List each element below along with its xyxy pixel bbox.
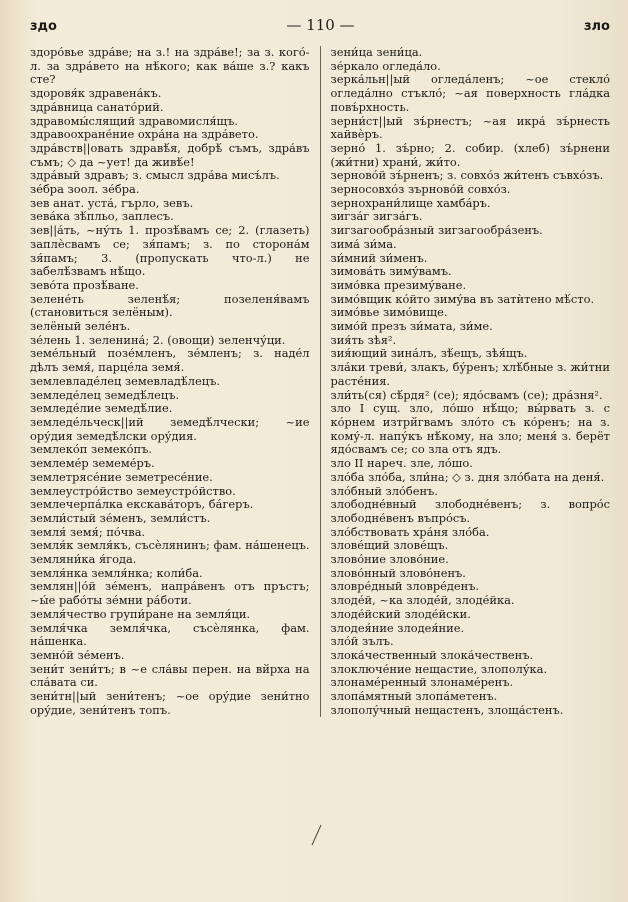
dictionary-entry: здоро́вье здра́ве; на з.! на здра́ве!; за з. кого́-л. за здра́вето на нѣ́кого; как ва́ше з.? какъ сте? [30, 45, 310, 87]
dictionary-entry: зли́ть(ся) сѣ́рдя² (се); ядо́свамъ (се); дра́зня². [330, 387, 603, 402]
dictionary-entry: зло́й зълъ. [330, 634, 394, 649]
dictionary-entry: зев анат. уста́, гърло, зевъ. [30, 195, 194, 210]
dictionary-entry: зло II нареч. зле, ло́шо. [330, 456, 473, 471]
dictionary-entry: зия́ющий зина́лъ, зѣ́ещъ, зѣя́щъ. [330, 346, 528, 361]
dictionary-entry: зия́ть зѣя². [330, 332, 397, 347]
dictionary-entry: здоровя́к здравена́къ. [30, 86, 162, 101]
dictionary-entry: зимова́ть зиму́вамъ. [330, 264, 452, 279]
dictionary-entry: зерно́ 1. зъ́рно; 2. собир. (хлеб) зъ́рнени (жи́тни) храни́, жи́то. [330, 140, 610, 169]
dictionary-entry: земно́й зе́менъ. [30, 647, 125, 662]
dictionary-entry: землевладе́лец земевладѣ́лецъ. [30, 373, 220, 388]
dictionary-entry: землечерпа́лка екскава́торъ, ба́геръ. [30, 497, 254, 512]
dictionary-entry: зелёный зеле́нъ. [30, 319, 131, 334]
dictionary-entry: зерни́ст||ый зъ́рнестъ; ~ая икра́ зъ́рнесть хайвѐръ. [330, 113, 610, 142]
dictionary-entry: зе́бра зоол. зе́бра. [30, 182, 140, 197]
dictionary-entry: зерносовхо́з зърново́й совхо́з. [330, 182, 511, 197]
dictionary-entry: зима́ зи́ма. [330, 236, 397, 251]
page-number: — 110 — [286, 16, 355, 34]
dictionary-entry: зловре́дный зловре́денъ. [330, 579, 480, 594]
dictionary-entry: зигзагообра́зный зигзагообра́зенъ. [330, 223, 543, 238]
dictionary-entry: зево́та прозѣ́ване. [30, 277, 139, 292]
dictionary-entry: землеустро́йство земеустро́йство. [30, 483, 236, 498]
dictionary-entry: зе́лень 1. зеленина́; 2. (овощи) зеленчу́ци. [30, 332, 286, 347]
dictionary-entry: зени́ца зени́ца. [330, 45, 423, 59]
dictionary-entry: землеме́р земеме́ръ. [30, 456, 155, 471]
columns [30, 46, 610, 717]
dictionary-entry: земледе́лец земедѣ́лецъ. [30, 387, 180, 402]
pencil-mark [310, 824, 322, 846]
dictionary-entry: злоде́йский злоде́йски. [330, 606, 471, 621]
dictionary-entry: злополу́чный нещастенъ, злоща́стенъ. [330, 702, 564, 717]
dictionary-entry: злока́чественный злока́чественъ. [330, 647, 534, 662]
dictionary-entry: здравомы́слящий здравомисля́щъ. [30, 113, 238, 128]
dictionary-entry: земе́льный позе́мленъ, зе́мленъ; з. наде́л дѣлъ земя́, парце́ла земя́. [30, 346, 310, 375]
dictionary-entry: зимо́вщик ко́йто зиму́ва въ затѝтено мѣ́сто. [330, 291, 595, 306]
dictionary-entry: зимо́вка презиму́ване. [330, 277, 467, 292]
dictionary-entry: землетрясе́ние земетресе́ние. [30, 469, 213, 484]
header-right-word: зло [583, 19, 610, 34]
dictionary-entry: зло́бный зло́бенъ. [330, 483, 438, 498]
dictionary-entry: земледе́лие земедѣ́лие. [30, 401, 173, 416]
dictionary-entry: земля́нка земля́нка; коли́ба. [30, 565, 203, 580]
dictionary-entry: зло I сущ. зло, ло́шо нѣ́що; вы́рвать з. с ко́рнем изтрѝ́гвамъ зло́то съ ко́ренъ; на з. кому́-л. напу́къ нѣ́кому, на зло; меня́ з. берёт ядо́свамъ се; со зла отъ ядъ. [330, 401, 610, 457]
dictionary-entry: злопа́мятный злопа́метенъ. [330, 689, 498, 704]
dictionary-entry: зе́ркало огледа́ло. [330, 58, 441, 73]
dictionary-entry: злонаме́ренный злонаме́ренъ. [330, 675, 514, 690]
dictionary-entry: земля́ земя́; по́чва. [30, 524, 146, 539]
dictionary-entry: здра́вств||овать здравѣ́я, добрѣ́ съмъ, здра́въ съмъ; ◇ да ~ует! да живѣ́е! [30, 140, 310, 169]
dictionary-entry: зерка́льн||ый огледа́ленъ; ~ое стекло́ огледа́лно стъкло́; ~ая поверхность гла́дка повъ́рхность. [330, 72, 610, 114]
dictionary-entry: злодея́ние злодея́ние. [330, 620, 465, 635]
dictionary-entry: злове́щий злове́щъ. [330, 538, 449, 553]
dictionary-entry: зернохрани́лище хамба́ръ. [330, 195, 491, 210]
dictionary-entry: зло́ба зло́ба, зли́на; ◇ з. дня зло́бата на деня́. [330, 469, 605, 484]
dictionary-entry: злоде́й, ~ка злоде́й, злоде́йка. [330, 593, 515, 608]
dictionary-entry: зев||а́ть, ~ну́ть 1. прозѣ́вамъ се; 2. (глазеть) заплѐсвамъ се; зя́памъ; з. по сторона́м зя́памъ; 3. (пропускать что-л.) не забелѣ́звамъ нѣ́що. [30, 223, 310, 279]
dictionary-entry: земля́чка земля́чка, съсѐлянка, фам. на́шенка. [30, 620, 310, 649]
dictionary-entry: зимо́вье зимо́вище. [330, 305, 448, 320]
dictionary-entry: землян||о́й зе́менъ, напра́венъ отъ пръстъ; ~ы́е рабо́ты зе́мни ра́боти. [30, 579, 310, 608]
dictionary-entry: земли́стый зе́менъ, земли́стъ. [30, 510, 211, 525]
dictionary-entry: зимо́й презъ зи́мата, зи́ме. [330, 319, 493, 334]
dictionary-entry: злово́нный злово́ненъ. [330, 565, 466, 580]
dictionary-entry: земледе́льческ||ий земедѣ́лчески; ~ие ору́дия земедѣ́лски ору́дия. [30, 414, 310, 443]
dictionary-entry: зигза́г зигза́гъ. [330, 209, 423, 224]
dictionary-entry: зени́тн||ый зени́тенъ; ~ое ору́дие зени́тно ору́дие, зени́тенъ топъ. [30, 689, 310, 717]
dictionary-entry: здра́вый здравъ; з. смысл здра́ва мисъ́лъ. [30, 168, 280, 183]
dictionary-entry: земля́чество групи́ране на земля́ци. [30, 606, 251, 621]
dictionary-entry: земляни́ка я́года. [30, 552, 137, 567]
header-left-word: здо [30, 19, 57, 34]
dictionary-entry: здравоохране́ние охра́на на здра́вето. [30, 127, 259, 142]
dictionary-entry: зло́бствовать хра́ня зло́ба. [330, 524, 490, 539]
right-column [320, 46, 611, 717]
dictionary-entry: здра́вница санато́рий. [30, 99, 164, 114]
dictionary-entry: зерново́й зъ́рненъ; з. совхо́з жи́тенъ съвхо́зъ. [330, 168, 604, 183]
dictionary-entry: зева́ка зѣ́пльо, заплесъ. [30, 209, 174, 224]
dictionary-entry: зелене́ть зеленѣ́я; позеленя́вамъ (становиться зелёным). [30, 291, 310, 320]
dictionary-entry: земля́к земля́къ, съсѐлянинъ; фам. на́шенецъ. [30, 538, 310, 553]
dictionary-entry: зла́ки треви́, злакъ, бу́ренъ; хлѣ́бные з. жи́тни расте́ния. [330, 360, 610, 388]
dictionary-entry: злободне́вный злободне́венъ; з. вопро́с злободне́венъ въпро́съ. [330, 497, 610, 525]
dictionary-entry: землеко́п земеко́пъ. [30, 442, 152, 457]
page-header [30, 16, 610, 38]
dictionary-entry: зени́т зени́тъ; в ~е сла́вы перен. на вѝ́рха на сла́вата си. [30, 661, 310, 690]
dictionary-entry: злоключе́ние нещастие, злополу́ка. [330, 661, 548, 676]
left-column [30, 46, 320, 717]
dictionary-entry: злово́ние злово́ние. [330, 552, 449, 567]
dictionary-entry: зи́мний зи́менъ. [330, 250, 428, 265]
